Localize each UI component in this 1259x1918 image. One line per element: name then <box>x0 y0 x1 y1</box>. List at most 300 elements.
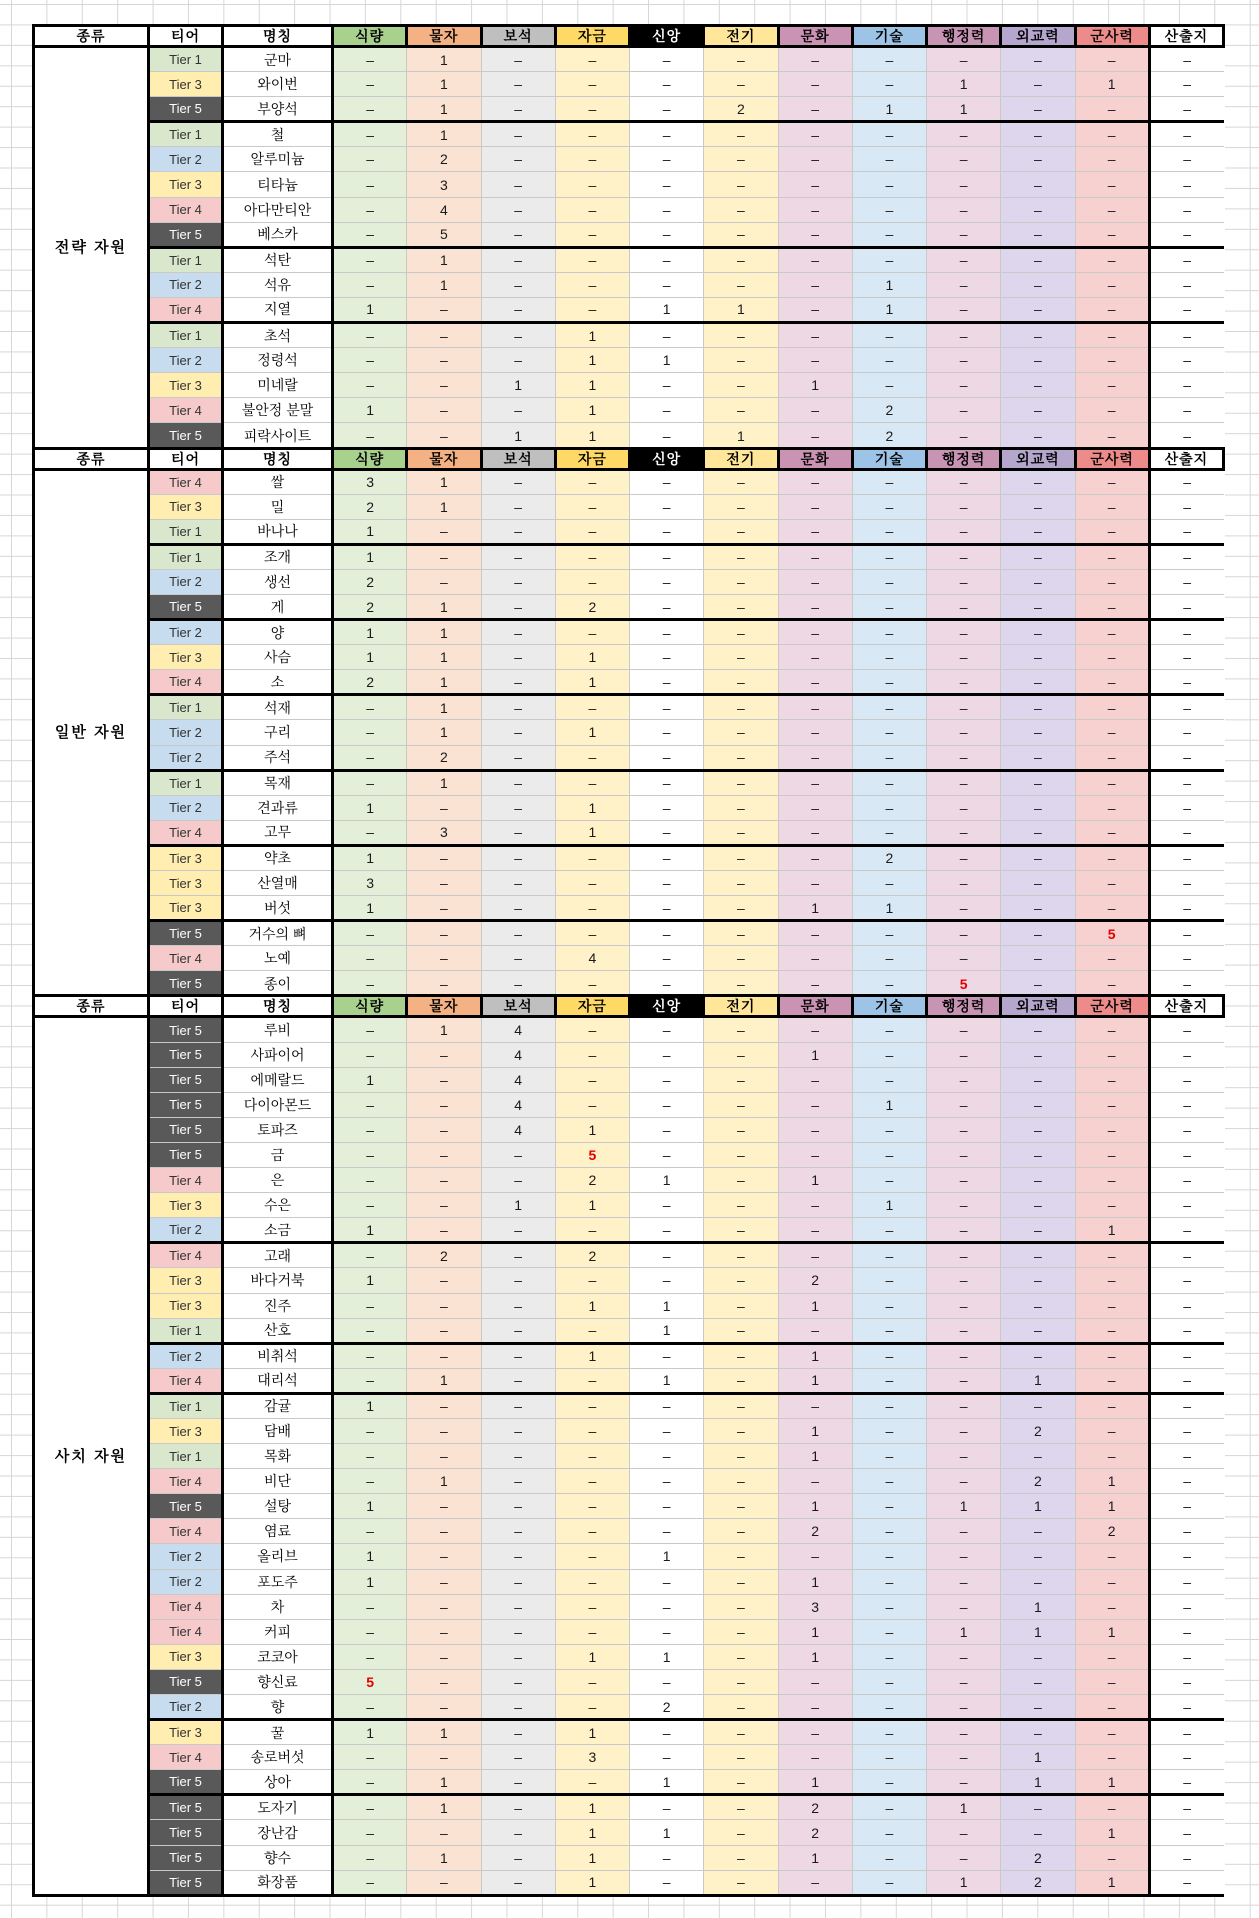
value-cell[interactable]: 1 <box>333 795 407 820</box>
value-cell[interactable]: 1 <box>704 423 778 448</box>
col-header-11[interactable]: 산출지 <box>1149 996 1223 1017</box>
value-cell[interactable]: – <box>1149 1669 1223 1694</box>
value-cell[interactable]: 1 <box>1075 1870 1149 1895</box>
value-cell[interactable]: 1 <box>927 1795 1001 1820</box>
value-cell[interactable]: – <box>778 670 852 695</box>
tier-cell[interactable]: Tier 1 <box>149 323 223 348</box>
value-cell[interactable]: – <box>704 1418 778 1443</box>
value-cell[interactable]: – <box>704 1820 778 1845</box>
value-cell[interactable]: 1 <box>630 1644 704 1669</box>
section-label-cell[interactable]: 일반 자원 <box>34 469 149 996</box>
value-cell[interactable]: – <box>852 1469 926 1494</box>
value-cell[interactable]: – <box>927 620 1001 645</box>
value-cell[interactable]: – <box>704 1870 778 1895</box>
value-cell[interactable]: – <box>927 247 1001 272</box>
value-cell[interactable]: – <box>333 97 407 122</box>
value-cell[interactable]: – <box>852 1268 926 1293</box>
value-cell[interactable]: – <box>1001 494 1075 519</box>
value-cell[interactable]: 2 <box>555 1168 629 1193</box>
value-cell[interactable]: – <box>555 1418 629 1443</box>
value-cell[interactable]: – <box>1149 695 1223 720</box>
section-label-cell[interactable]: 전략 자원 <box>34 47 149 449</box>
value-cell[interactable]: – <box>481 348 555 373</box>
value-cell[interactable]: 1 <box>555 1795 629 1820</box>
value-cell[interactable]: – <box>1001 795 1075 820</box>
value-cell[interactable]: 1 <box>555 398 629 423</box>
value-cell[interactable]: – <box>481 1594 555 1619</box>
value-cell[interactable]: – <box>778 1017 852 1042</box>
value-cell[interactable]: – <box>1075 720 1149 745</box>
value-cell[interactable]: – <box>852 1720 926 1745</box>
value-cell[interactable]: – <box>407 348 481 373</box>
value-cell[interactable]: 3 <box>333 871 407 896</box>
value-cell[interactable]: – <box>1001 544 1075 569</box>
name-cell[interactable]: 게 <box>223 594 333 619</box>
value-cell[interactable]: 2 <box>555 594 629 619</box>
value-cell[interactable]: – <box>333 1168 407 1193</box>
value-cell[interactable]: – <box>1075 1092 1149 1117</box>
value-cell[interactable]: 1 <box>333 896 407 921</box>
value-cell[interactable]: – <box>630 720 704 745</box>
value-cell[interactable]: – <box>927 197 1001 222</box>
value-cell[interactable]: – <box>630 494 704 519</box>
value-cell[interactable]: – <box>927 1218 1001 1243</box>
value-cell[interactable]: – <box>630 1092 704 1117</box>
value-cell[interactable]: 1 <box>555 795 629 820</box>
value-cell[interactable]: 3 <box>333 469 407 494</box>
value-cell[interactable]: – <box>704 720 778 745</box>
value-cell[interactable]: 2 <box>778 1268 852 1293</box>
value-cell[interactable]: 1 <box>481 1193 555 1218</box>
col-header-6[interactable]: 문화 <box>778 448 852 469</box>
value-cell[interactable]: – <box>630 1193 704 1218</box>
value-cell[interactable]: – <box>630 122 704 147</box>
value-cell[interactable]: – <box>1075 971 1149 996</box>
value-cell[interactable]: – <box>704 222 778 247</box>
tier-cell[interactable]: Tier 4 <box>149 1168 223 1193</box>
value-cell[interactable]: – <box>333 1820 407 1845</box>
value-cell[interactable]: – <box>333 1017 407 1042</box>
tier-cell[interactable]: Tier 2 <box>149 147 223 172</box>
value-cell[interactable]: – <box>927 1168 1001 1193</box>
value-cell[interactable]: – <box>555 47 629 72</box>
value-cell[interactable]: 2 <box>778 1795 852 1820</box>
value-cell[interactable]: – <box>407 1168 481 1193</box>
value-cell[interactable]: – <box>778 1218 852 1243</box>
name-cell[interactable]: 바나나 <box>223 519 333 544</box>
value-cell[interactable]: – <box>333 348 407 373</box>
value-cell[interactable]: 1 <box>407 620 481 645</box>
value-cell[interactable]: – <box>481 645 555 670</box>
value-cell[interactable]: – <box>333 770 407 795</box>
value-cell[interactable]: – <box>481 845 555 870</box>
value-cell[interactable]: 1 <box>927 72 1001 97</box>
tier-cell[interactable]: Tier 5 <box>149 423 223 448</box>
value-cell[interactable]: – <box>555 1042 629 1067</box>
value-cell[interactable]: – <box>1075 1845 1149 1870</box>
value-cell[interactable]: 1 <box>630 1544 704 1569</box>
value-cell[interactable]: 4 <box>481 1017 555 1042</box>
value-cell[interactable]: – <box>778 1193 852 1218</box>
value-cell[interactable]: – <box>927 1569 1001 1594</box>
value-cell[interactable]: 1 <box>407 720 481 745</box>
value-cell[interactable]: – <box>1075 1544 1149 1569</box>
name-cell[interactable]: 목재 <box>223 770 333 795</box>
value-cell[interactable]: – <box>333 47 407 72</box>
value-cell[interactable]: – <box>704 1845 778 1870</box>
value-cell[interactable]: – <box>927 745 1001 770</box>
col-header-2[interactable]: 보석 <box>481 26 555 47</box>
value-cell[interactable]: – <box>778 197 852 222</box>
value-cell[interactable]: 1 <box>778 1494 852 1519</box>
value-cell[interactable]: – <box>630 1042 704 1067</box>
value-cell[interactable]: – <box>555 620 629 645</box>
value-cell[interactable]: – <box>778 272 852 297</box>
tier-cell[interactable]: Tier 4 <box>149 469 223 494</box>
value-cell[interactable]: – <box>1075 1795 1149 1820</box>
value-cell[interactable]: – <box>852 1845 926 1870</box>
value-cell[interactable]: – <box>852 695 926 720</box>
value-cell[interactable]: – <box>555 1268 629 1293</box>
col-header-4[interactable]: 신앙 <box>630 448 704 469</box>
value-cell[interactable]: 2 <box>407 745 481 770</box>
value-cell[interactable]: – <box>1149 1795 1223 1820</box>
value-cell[interactable]: – <box>481 971 555 996</box>
col-header-6[interactable]: 문화 <box>778 26 852 47</box>
value-cell[interactable]: – <box>1149 1067 1223 1092</box>
value-cell[interactable]: – <box>927 1418 1001 1443</box>
value-cell[interactable]: – <box>630 845 704 870</box>
name-cell[interactable]: 향수 <box>223 1845 333 1870</box>
value-cell[interactable]: 1 <box>1001 1594 1075 1619</box>
value-cell[interactable]: – <box>1149 1343 1223 1368</box>
value-cell[interactable]: – <box>333 1418 407 1443</box>
value-cell[interactable]: – <box>1149 423 1223 448</box>
value-cell[interactable]: – <box>778 645 852 670</box>
value-cell[interactable]: – <box>481 1393 555 1418</box>
tier-cell[interactable]: Tier 4 <box>149 820 223 845</box>
value-cell[interactable]: – <box>630 373 704 398</box>
value-cell[interactable]: – <box>481 222 555 247</box>
value-cell[interactable]: – <box>704 47 778 72</box>
value-cell[interactable]: 1 <box>778 1343 852 1368</box>
value-cell[interactable]: – <box>704 871 778 896</box>
value-cell[interactable]: – <box>630 745 704 770</box>
value-cell[interactable]: – <box>555 921 629 946</box>
value-cell[interactable]: 1 <box>852 272 926 297</box>
value-cell[interactable]: – <box>852 1142 926 1167</box>
value-cell[interactable]: – <box>852 323 926 348</box>
value-cell[interactable]: – <box>1149 147 1223 172</box>
value-cell[interactable]: – <box>852 72 926 97</box>
value-cell[interactable]: – <box>1001 1017 1075 1042</box>
value-cell[interactable]: – <box>852 197 926 222</box>
value-cell[interactable]: – <box>704 1393 778 1418</box>
value-cell[interactable]: – <box>333 1092 407 1117</box>
value-cell[interactable]: 1 <box>407 670 481 695</box>
tier-cell[interactable]: Tier 2 <box>149 1544 223 1569</box>
value-cell[interactable]: – <box>1149 569 1223 594</box>
value-cell[interactable]: – <box>1149 348 1223 373</box>
value-cell[interactable]: 2 <box>333 494 407 519</box>
value-cell[interactable]: – <box>630 97 704 122</box>
name-cell[interactable]: 아다만티안 <box>223 197 333 222</box>
tier-cell[interactable]: Tier 4 <box>149 398 223 423</box>
value-cell[interactable]: – <box>333 1619 407 1644</box>
tier-cell[interactable]: Tier 4 <box>149 197 223 222</box>
value-cell[interactable]: 1 <box>407 47 481 72</box>
value-cell[interactable]: – <box>407 1669 481 1694</box>
value-cell[interactable]: 1 <box>852 896 926 921</box>
value-cell[interactable]: – <box>1075 770 1149 795</box>
value-cell[interactable]: – <box>1001 469 1075 494</box>
tier-cell[interactable]: Tier 2 <box>149 348 223 373</box>
value-cell[interactable]: – <box>927 398 1001 423</box>
tier-cell[interactable]: Tier 3 <box>149 1418 223 1443</box>
value-cell[interactable]: 4 <box>407 197 481 222</box>
name-cell[interactable]: 불안정 분말 <box>223 398 333 423</box>
value-cell[interactable]: – <box>481 172 555 197</box>
col-header-9[interactable]: 외교력 <box>1001 448 1075 469</box>
value-cell[interactable]: – <box>1075 1293 1149 1318</box>
value-cell[interactable]: – <box>630 971 704 996</box>
value-cell[interactable]: 1 <box>555 1117 629 1142</box>
value-cell[interactable]: 4 <box>555 946 629 971</box>
col-header-10[interactable]: 군사력 <box>1075 448 1149 469</box>
value-cell[interactable]: – <box>1001 172 1075 197</box>
value-cell[interactable]: – <box>555 519 629 544</box>
name-cell[interactable]: 주석 <box>223 745 333 770</box>
value-cell[interactable]: 1 <box>852 1193 926 1218</box>
value-cell[interactable]: – <box>555 745 629 770</box>
value-cell[interactable]: – <box>1149 1745 1223 1770</box>
name-cell[interactable]: 은 <box>223 1168 333 1193</box>
name-cell[interactable]: 다이아몬드 <box>223 1092 333 1117</box>
value-cell[interactable]: – <box>927 47 1001 72</box>
value-cell[interactable]: 1 <box>481 373 555 398</box>
value-cell[interactable]: – <box>1075 122 1149 147</box>
value-cell[interactable]: – <box>1149 373 1223 398</box>
col-header-2[interactable]: 보석 <box>481 996 555 1017</box>
value-cell[interactable]: – <box>1075 1067 1149 1092</box>
value-cell[interactable]: – <box>1149 1017 1223 1042</box>
value-cell[interactable]: – <box>1001 670 1075 695</box>
value-cell[interactable]: – <box>778 594 852 619</box>
value-cell[interactable]: – <box>778 845 852 870</box>
value-cell[interactable]: – <box>630 519 704 544</box>
value-cell[interactable]: – <box>1149 398 1223 423</box>
tier-cell[interactable]: Tier 5 <box>149 1494 223 1519</box>
value-cell[interactable]: – <box>704 469 778 494</box>
value-cell[interactable]: – <box>927 1519 1001 1544</box>
tier-cell[interactable]: Tier 2 <box>149 620 223 645</box>
value-cell[interactable]: – <box>1149 1544 1223 1569</box>
value-cell[interactable]: – <box>1075 197 1149 222</box>
value-cell[interactable]: – <box>704 348 778 373</box>
value-cell[interactable]: – <box>1149 1243 1223 1268</box>
value-cell[interactable]: – <box>555 1594 629 1619</box>
value-cell[interactable]: 1 <box>630 348 704 373</box>
value-cell[interactable]: – <box>1001 569 1075 594</box>
value-cell[interactable]: – <box>481 1845 555 1870</box>
value-cell[interactable]: – <box>481 1519 555 1544</box>
name-cell[interactable]: 석유 <box>223 272 333 297</box>
col-header-3[interactable]: 자금 <box>555 996 629 1017</box>
value-cell[interactable]: – <box>852 544 926 569</box>
name-cell[interactable]: 밀 <box>223 494 333 519</box>
col-header-2[interactable]: 보석 <box>481 448 555 469</box>
value-cell[interactable]: – <box>1075 1117 1149 1142</box>
value-cell[interactable]: – <box>1001 1795 1075 1820</box>
value-cell[interactable]: – <box>630 172 704 197</box>
value-cell[interactable]: – <box>704 795 778 820</box>
tier-cell[interactable]: Tier 1 <box>149 695 223 720</box>
value-cell[interactable]: – <box>704 122 778 147</box>
tier-cell[interactable]: Tier 1 <box>149 519 223 544</box>
value-cell[interactable]: – <box>333 946 407 971</box>
value-cell[interactable]: – <box>1149 494 1223 519</box>
value-cell[interactable]: – <box>778 297 852 322</box>
value-cell[interactable]: – <box>852 1067 926 1092</box>
value-cell[interactable]: 1 <box>555 1845 629 1870</box>
value-cell[interactable]: – <box>1001 348 1075 373</box>
value-cell[interactable]: – <box>704 1444 778 1469</box>
value-cell[interactable]: 1 <box>778 1293 852 1318</box>
value-cell[interactable]: – <box>481 1770 555 1795</box>
value-cell[interactable]: 1 <box>778 896 852 921</box>
value-cell[interactable]: – <box>630 72 704 97</box>
value-cell[interactable]: – <box>481 896 555 921</box>
value-cell[interactable]: – <box>704 1268 778 1293</box>
value-cell[interactable]: – <box>852 1168 926 1193</box>
value-cell[interactable]: – <box>407 1418 481 1443</box>
name-cell[interactable]: 초석 <box>223 323 333 348</box>
value-cell[interactable]: – <box>704 1168 778 1193</box>
tier-cell[interactable]: Tier 1 <box>149 1444 223 1469</box>
value-cell[interactable]: 1 <box>555 1644 629 1669</box>
value-cell[interactable]: 2 <box>333 670 407 695</box>
value-cell[interactable]: – <box>1001 1519 1075 1544</box>
value-cell[interactable]: – <box>1001 1695 1075 1720</box>
value-cell[interactable]: 1 <box>927 1619 1001 1644</box>
name-cell[interactable]: 도자기 <box>223 1795 333 1820</box>
value-cell[interactable]: – <box>1149 871 1223 896</box>
value-cell[interactable]: – <box>1075 519 1149 544</box>
value-cell[interactable]: – <box>407 1745 481 1770</box>
value-cell[interactable]: – <box>927 1368 1001 1393</box>
name-cell[interactable]: 사파이어 <box>223 1042 333 1067</box>
value-cell[interactable]: – <box>630 1494 704 1519</box>
tier-cell[interactable]: Tier 2 <box>149 795 223 820</box>
value-cell[interactable]: – <box>852 1820 926 1845</box>
value-cell[interactable]: – <box>1001 197 1075 222</box>
value-cell[interactable]: – <box>481 795 555 820</box>
value-cell[interactable]: – <box>1149 544 1223 569</box>
value-cell[interactable]: – <box>1075 47 1149 72</box>
value-cell[interactable]: 2 <box>333 594 407 619</box>
value-cell[interactable]: – <box>852 1243 926 1268</box>
value-cell[interactable]: 5 <box>333 1669 407 1694</box>
value-cell[interactable]: 2 <box>1001 1845 1075 1870</box>
value-cell[interactable]: – <box>481 1368 555 1393</box>
value-cell[interactable]: – <box>555 247 629 272</box>
value-cell[interactable]: – <box>333 147 407 172</box>
value-cell[interactable]: – <box>1075 645 1149 670</box>
tier-cell[interactable]: Tier 5 <box>149 921 223 946</box>
value-cell[interactable]: 1 <box>407 97 481 122</box>
name-cell[interactable]: 부양석 <box>223 97 333 122</box>
value-cell[interactable]: – <box>1001 272 1075 297</box>
value-cell[interactable]: – <box>778 1067 852 1092</box>
value-cell[interactable]: – <box>1075 896 1149 921</box>
value-cell[interactable]: – <box>407 1820 481 1845</box>
tier-cell[interactable]: Tier 5 <box>149 1770 223 1795</box>
value-cell[interactable]: – <box>333 1594 407 1619</box>
value-cell[interactable]: 1 <box>555 1820 629 1845</box>
value-cell[interactable]: 1 <box>778 1418 852 1443</box>
value-cell[interactable]: – <box>852 147 926 172</box>
value-cell[interactable]: – <box>778 1243 852 1268</box>
value-cell[interactable]: – <box>630 1067 704 1092</box>
tier-cell[interactable]: Tier 5 <box>149 594 223 619</box>
value-cell[interactable]: – <box>1001 695 1075 720</box>
value-cell[interactable]: – <box>927 297 1001 322</box>
name-cell[interactable]: 군마 <box>223 47 333 72</box>
value-cell[interactable]: – <box>481 569 555 594</box>
tier-cell[interactable]: Tier 2 <box>149 1218 223 1243</box>
value-cell[interactable]: – <box>1075 1594 1149 1619</box>
col-header-meta-0[interactable]: 종류 <box>34 996 149 1017</box>
value-cell[interactable]: 1 <box>778 1619 852 1644</box>
value-cell[interactable]: 1 <box>778 1444 852 1469</box>
value-cell[interactable]: – <box>927 645 1001 670</box>
tier-cell[interactable]: Tier 3 <box>149 1644 223 1669</box>
col-header-3[interactable]: 자금 <box>555 448 629 469</box>
tier-cell[interactable]: Tier 1 <box>149 544 223 569</box>
tier-cell[interactable]: Tier 3 <box>149 1268 223 1293</box>
value-cell[interactable]: – <box>630 569 704 594</box>
value-cell[interactable]: – <box>704 820 778 845</box>
col-header-4[interactable]: 신앙 <box>630 996 704 1017</box>
value-cell[interactable]: – <box>1149 323 1223 348</box>
value-cell[interactable]: – <box>704 398 778 423</box>
value-cell[interactable]: – <box>704 147 778 172</box>
value-cell[interactable]: – <box>852 348 926 373</box>
value-cell[interactable]: – <box>555 297 629 322</box>
col-header-9[interactable]: 외교력 <box>1001 26 1075 47</box>
value-cell[interactable]: – <box>333 1318 407 1343</box>
value-cell[interactable]: – <box>1149 1820 1223 1845</box>
value-cell[interactable]: – <box>630 695 704 720</box>
value-cell[interactable]: – <box>778 971 852 996</box>
value-cell[interactable]: – <box>481 297 555 322</box>
value-cell[interactable]: – <box>927 720 1001 745</box>
value-cell[interactable]: 1 <box>407 122 481 147</box>
value-cell[interactable]: – <box>481 323 555 348</box>
value-cell[interactable]: – <box>927 795 1001 820</box>
value-cell[interactable]: – <box>1075 373 1149 398</box>
tier-cell[interactable]: Tier 5 <box>149 1117 223 1142</box>
value-cell[interactable]: – <box>333 222 407 247</box>
value-cell[interactable]: – <box>555 1494 629 1519</box>
value-cell[interactable]: – <box>852 871 926 896</box>
value-cell[interactable]: – <box>333 1695 407 1720</box>
value-cell[interactable]: – <box>481 1444 555 1469</box>
col-header-7[interactable]: 기술 <box>852 26 926 47</box>
value-cell[interactable]: – <box>630 1795 704 1820</box>
value-cell[interactable]: – <box>852 1393 926 1418</box>
value-cell[interactable]: – <box>704 1720 778 1745</box>
